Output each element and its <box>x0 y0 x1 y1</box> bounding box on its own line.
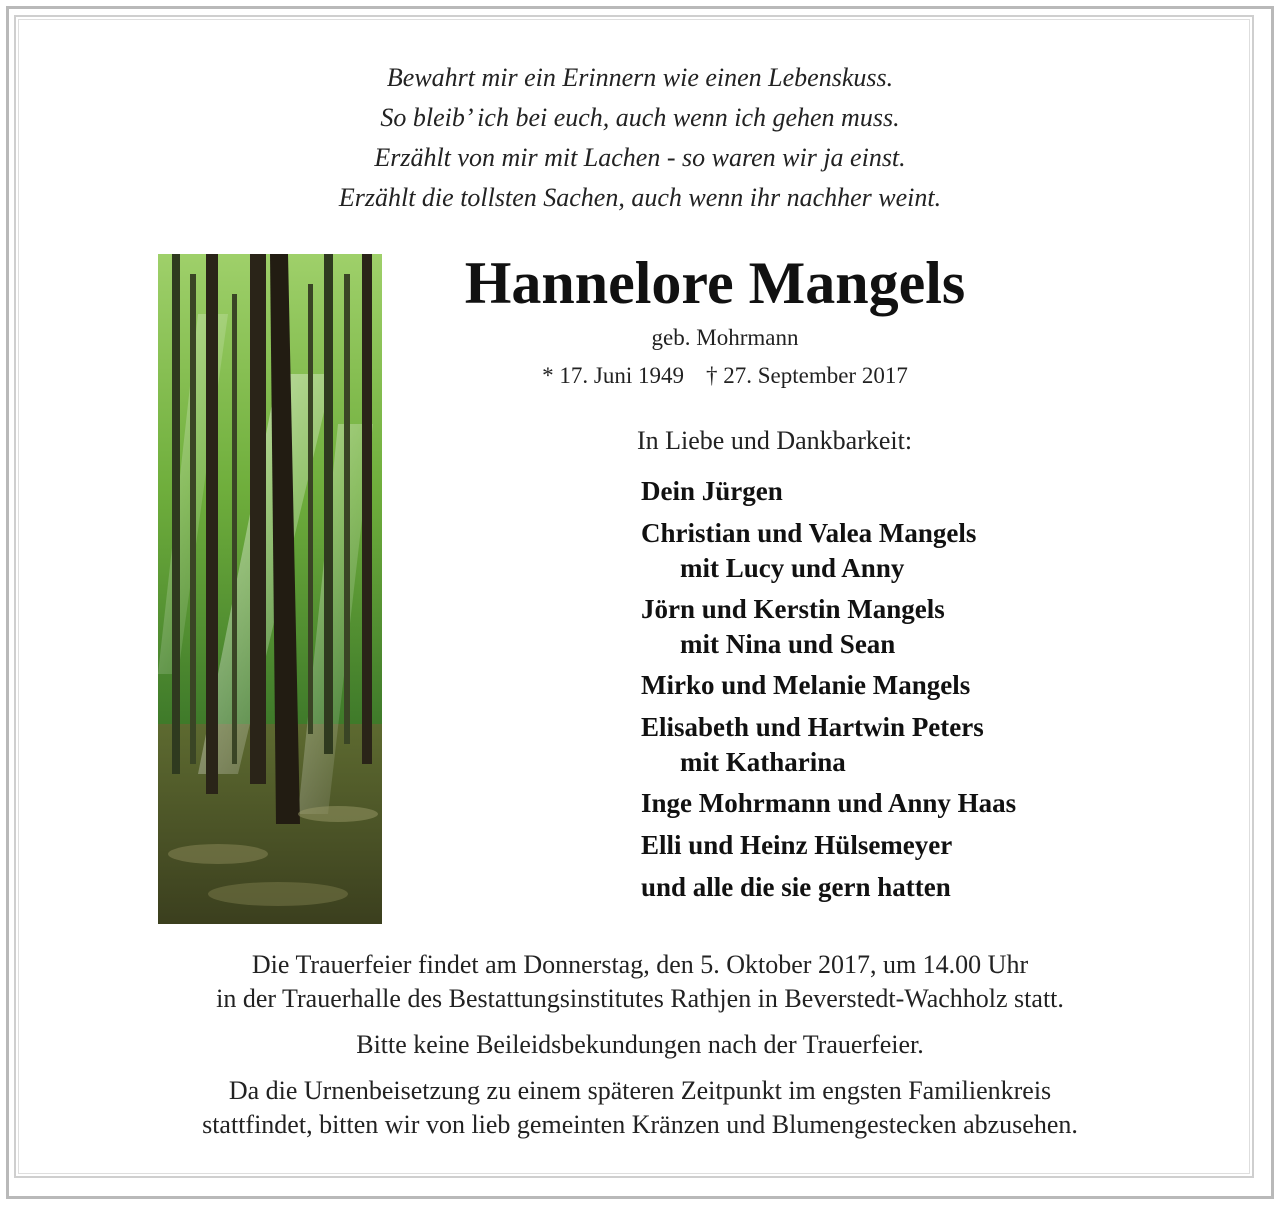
forest-image <box>158 254 382 924</box>
funeral-details <box>0 948 1280 1016</box>
birth-date: * 17. Juni 1949 <box>542 363 684 388</box>
urn-line: stattfindet, bitten wir von lieb gemeinten Kränzen und Blumengestecken abzusehen. <box>202 1110 1078 1139</box>
dedication-intro: In Liebe und Dankbarkeit: <box>637 426 913 455</box>
urn-line: Da die Urnenbeisetzung zu einem späteren Zeitpunkt im engsten Familienkreis <box>228 1076 1052 1105</box>
mourner-name: Mirko und Melanie Mangels <box>641 670 971 700</box>
poem-line: Bewahrt mir ein Erinnern wie einen Lebenskuss. <box>386 63 894 92</box>
poem-line: So bleib’ ich bei euch, auch wenn ich gehen muss. <box>380 103 900 132</box>
forest-illustration <box>158 254 382 924</box>
mourner-name: Christian und Valea Mangels <box>641 518 977 548</box>
mourner-children: mit Nina und Sean <box>680 629 896 659</box>
life-dates <box>480 360 970 392</box>
mourner-children: mit Katharina <box>680 747 846 777</box>
death-date: † 27. September 2017 <box>705 363 908 388</box>
mourner-name: Jörn und Kerstin Mangels <box>641 594 945 624</box>
mourner-entry <box>641 667 1201 703</box>
mourner-name: Dein Jürgen <box>641 476 783 506</box>
funeral-notice <box>0 948 1280 1154</box>
mourner-entry <box>641 827 1201 863</box>
mourner-entry <box>641 515 1201 585</box>
poem <box>0 58 1280 218</box>
mourner-entry <box>641 785 1201 821</box>
mourner-entry <box>641 591 1201 661</box>
mourner-name: Inge Mohrmann und Anny Haas <box>641 788 1017 818</box>
no-condolences-note: Bitte keine Beileidsbekundungen nach der Trauerfeier. <box>356 1030 924 1059</box>
funeral-line: in der Trauerhalle des Bestattungsinstitutes Rathjen in Beverstedt-Wachholz statt. <box>216 984 1064 1013</box>
mourner-children: mit Lucy und Anny <box>680 553 905 583</box>
mourner-name: Elli und Heinz Hülsemeyer <box>641 830 953 860</box>
mourners-list <box>641 473 1201 911</box>
urn-burial-note <box>0 1074 1280 1142</box>
mourner-entry <box>641 869 1201 905</box>
poem-line: Erzählt von mir mit Lachen - so waren wir ja einst. <box>374 143 906 172</box>
mourner-entry <box>641 473 1201 509</box>
poem-line: Erzählt die tollsten Sachen, auch wenn ihr nachher weint. <box>338 183 942 212</box>
funeral-line: Die Trauerfeier findet am Donnerstag, den 5. Oktober 2017, um 14.00 Uhr <box>251 950 1029 979</box>
mourner-entry <box>641 709 1201 779</box>
mourner-name: Elisabeth und Hartwin Peters <box>641 712 984 742</box>
maiden-name: geb. Mohrmann <box>651 325 799 350</box>
mourner-name: und alle die sie gern hatten <box>641 872 951 902</box>
deceased-name: Hannelore Mangels <box>464 250 966 316</box>
